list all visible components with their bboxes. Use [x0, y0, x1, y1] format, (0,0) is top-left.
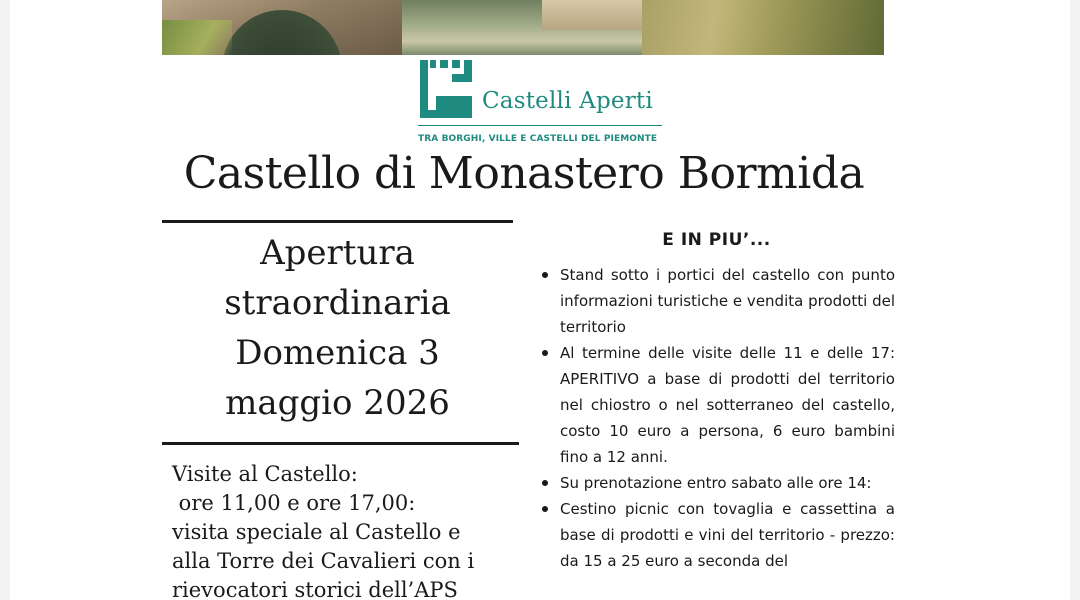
list-item: [540, 262, 895, 340]
list-item-text: Stand sotto i portici del castello con punto informazioni turistiche e vendita prodotti del territorio: [560, 266, 895, 336]
opening-line: maggio 2026: [225, 383, 450, 423]
visits-line: Visite al Castello:: [172, 462, 358, 486]
visits-line: alla Torre dei Cavalieri con i: [172, 549, 475, 573]
logo-divider: [418, 125, 662, 126]
divider-top: [162, 220, 513, 223]
visits-line: ore 11,00 e ore 17,00:: [172, 491, 416, 515]
list-item-text: Su prenotazione entro sabato alle ore 14:: [560, 474, 872, 492]
visits-line: rievocatori storici dell’APS: [172, 578, 458, 600]
list-item: [540, 340, 895, 470]
page-title: Castello di Monastero Bormida: [183, 148, 865, 199]
opening-date-block: [162, 228, 513, 428]
visits-line: visita speciale al Castello e: [172, 520, 461, 544]
reeds-shape: [642, 0, 884, 55]
poster: [10, 0, 1070, 600]
list-item-text: Al termine delle visite delle 11 e delle 17: APERITIVO a base di prodotti del territorio nel chiostro o nel sotterraneo del castello, costo 10 euro a persona, 6 euro bambini fino a 12 anni.: [560, 344, 895, 466]
castelli-aperti-logo: [418, 58, 678, 150]
grass-shape: [162, 20, 232, 55]
opening-line: Domenica 3: [235, 333, 440, 373]
castle-photo: [162, 0, 884, 55]
castle-tower-icon: [418, 60, 474, 118]
opening-line: Apertura: [260, 233, 415, 273]
logo-name: Castelli Aperti: [482, 88, 653, 114]
list-item: [540, 470, 895, 496]
list-item: [540, 496, 895, 574]
divider-bottom: [162, 442, 519, 445]
visits-block: [172, 460, 532, 600]
opening-line: straordinaria: [224, 283, 451, 323]
list-item-text: Cestino picnic con tovaglia e cassettina a base di prodotti e vini del territorio - prezzo: da 15 a 25 euro a seconda del: [560, 500, 895, 570]
extras-list: [540, 262, 895, 574]
extras-heading: E IN PIU’...: [662, 230, 771, 250]
logo-tagline: TRA BORGHI, VILLE E CASTELLI DEL PIEMONTE: [418, 134, 658, 144]
tower-shape: [542, 0, 652, 30]
